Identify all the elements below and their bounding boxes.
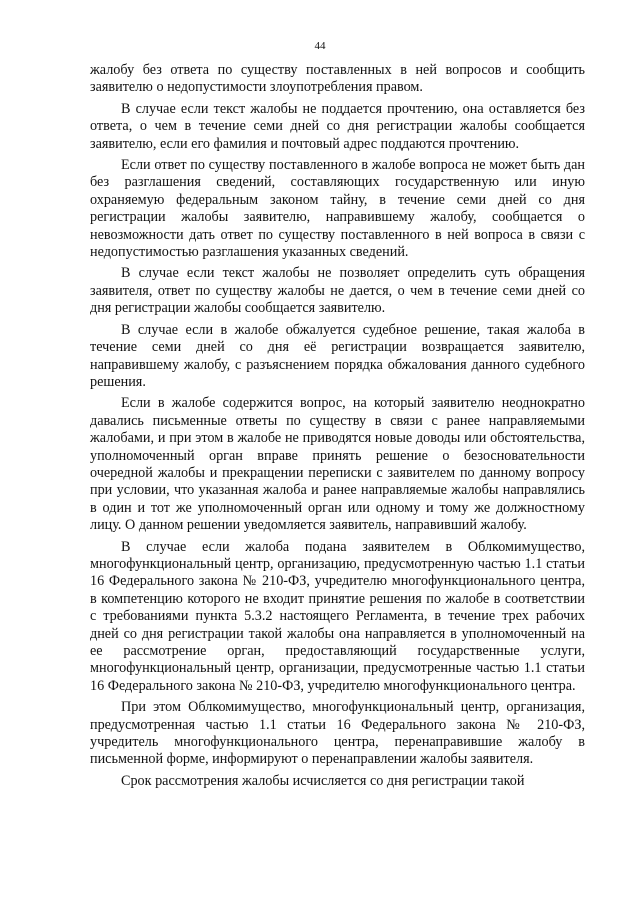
document-body [90,62,585,794]
paragraph: В случае если текст жалобы не поддается прочтению, она оставляется без ответа, о чем в течение семи дней со дня регистрации жалобы сообщается заявителю, если его фамилия и почтовый адрес поддаются прочтению. [90,100,585,152]
paragraph: В случае если жалоба подана заявителем в Облкомимущество, многофункциональный центр, организацию, предусмотренную частью 1.1 статьи 16 Федерального закона № 210-ФЗ, учредителю многофункционального центра, в компетенцию которого не входит принятие решения по жалобе в соответствии с требованиями пункта 5.3.2 настоящего Регламента, в течение трех рабочих дней со дня регистрации такой жалобы она направляется в уполномоченный на ее рассмотрение орган, предоставляющий государственные услуги, многофункциональный центр, организации, предусмотренные частью 1.1 статьи 16 Федерального закона № 210-ФЗ, учредителю многофункционального центра. [90,538,585,694]
paragraph: Срок рассмотрения жалобы исчисляется со дня регистрации такой [121,772,525,789]
paragraph: При этом Облкомимущество, многофункциональный центр, организация, предусмотренная частью 1.1 статьи 16 Федерального закона № 210-ФЗ, учредитель многофункционального центра, перенаправившие жалобу в письменной форме, информируют о перенаправлении жалобы заявителя. [90,699,585,768]
page-number: 44 [314,40,326,52]
paragraph: Если ответ по существу поставленного в жалобе вопроса не может быть дан без разглашения сведений, составляющих государственную или иную охраняемую федеральным законом тайну, в течение семи дней со дня регистрации жалобы заявителю, направившему жалобу, сообщается о невозможности дать ответ по существу поставленного в ней вопроса в связи с недопустимостью разглашения указанных сведений. [90,157,585,261]
paragraph: Если в жалобе содержится вопрос, на который заявителю неоднократно давались письменные ответы по существу в связи с ранее направляемыми жалобами, и при этом в жалобе не приводятся новые доводы или обстоятельства, уполномоченный орган вправе принять решение о безосновательности очередной жалобы и прекращении переписки с заявителем по данному вопросу при условии, что указанная жалоба и ранее направляемые жалобы направлялись в один и тот же уполномоченный орган или одному и тому же должностному лицу. О данном решении уведомляется заявитель, направивший жалобу. [90,395,585,534]
paragraph: В случае если в жалобе обжалуется судебное решение, такая жалоба в течение семи дней со дня её регистрации возвращается заявителю, направившему жалобу, с разъяснением порядка обжалования данного судебного решения. [90,321,585,390]
paragraph: В случае если текст жалобы не позволяет определить суть обращения заявителя, ответ по существу жалобы не дается, о чем в течение семи дней со дня регистрации жалобы сообщается заявителю. [90,265,585,317]
paragraph: жалобу без ответа по существу поставленных в ней вопросов и сообщить заявителю о недопустимости злоупотребления правом. [90,62,585,96]
